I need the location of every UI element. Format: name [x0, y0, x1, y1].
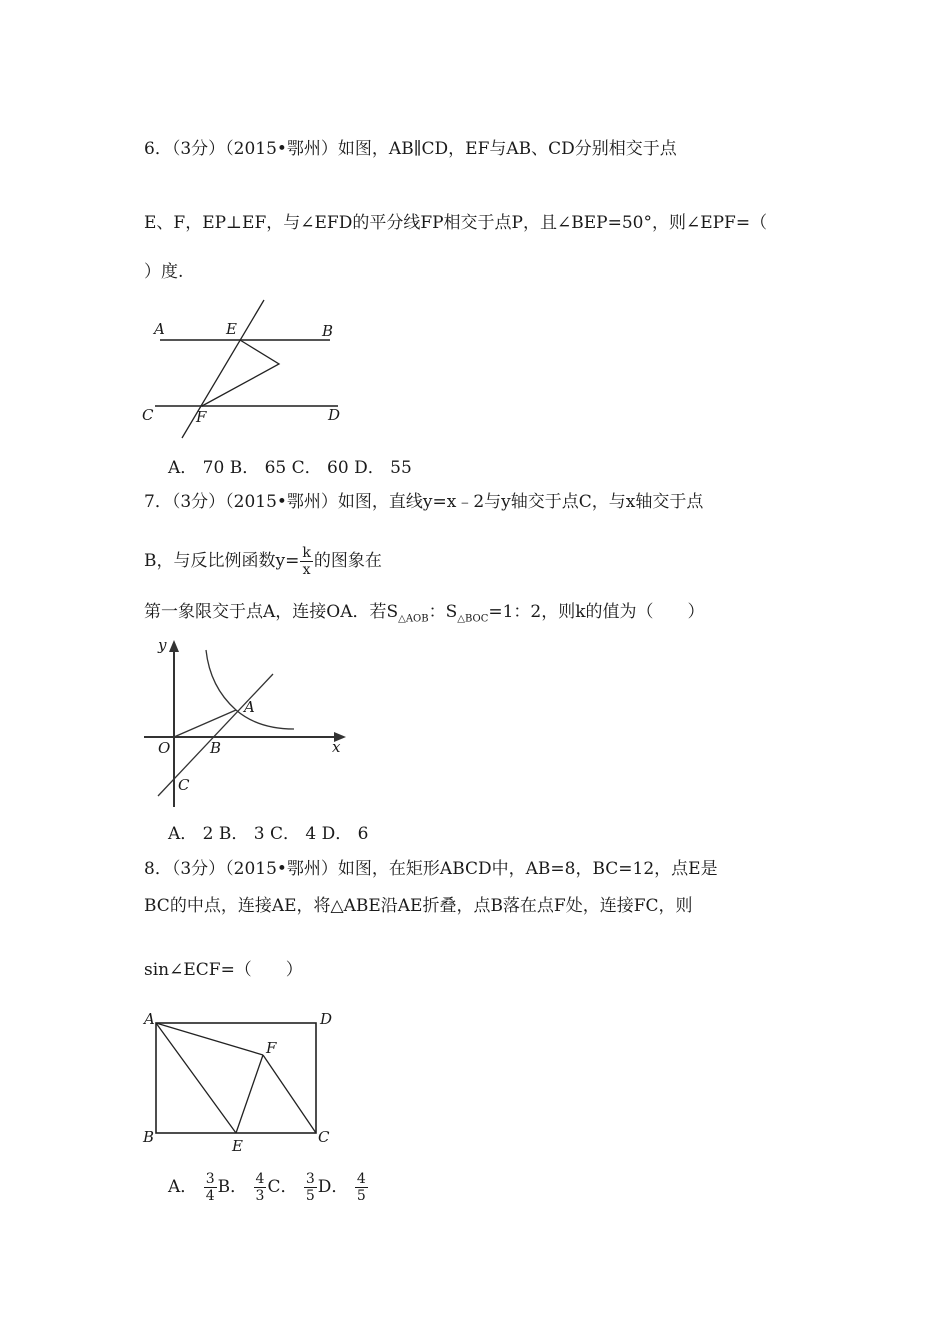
rectangle-abcd [156, 1023, 316, 1133]
q6-options: A． 70 B． 65 C． 60 D． 55 [168, 458, 412, 478]
option-a-label: A． [168, 1177, 198, 1197]
option-a-den: 4 [205, 1188, 215, 1204]
label-e: E [232, 1137, 243, 1155]
option-b-num: 4 [255, 1171, 265, 1187]
q6-figure [140, 296, 355, 446]
q7-line-1: 7．（3分）（2015•鄂州）如图，直线y=x﹣2与y轴交于点C，与x轴交于点 [144, 492, 704, 512]
label-a: A [244, 698, 255, 716]
q7-line-2 [144, 546, 382, 577]
q6-line-1: 6．（3分）（2015•鄂州）如图，AB∥CD，EF与AB、CD分别相交于点 [144, 139, 677, 159]
label-y: y [158, 636, 167, 654]
q8-line-1: 8．（3分）（2015•鄂州）如图，在矩形ABCD中，AB=8，BC=12，点E是 [144, 859, 718, 879]
option-b-label: B． [217, 1177, 248, 1197]
option-c-num: 3 [305, 1171, 315, 1187]
label-c: C [178, 776, 190, 794]
option-a-num: 3 [205, 1171, 215, 1187]
q7-sub-boc: △BOC [457, 613, 489, 625]
y-axis-arrow [169, 640, 179, 652]
q8-line-3: sin∠ECF=（ ） [144, 960, 303, 980]
option-c-label: C． [267, 1177, 298, 1197]
q8-options [168, 1172, 369, 1203]
option-a-fraction [204, 1172, 217, 1203]
q7-figure [140, 632, 355, 812]
fraction-k-over-x [300, 546, 312, 577]
label-a: A [154, 320, 165, 338]
option-d-den: 5 [356, 1188, 366, 1204]
q7-line-3-c: =1：2，则k的值为（ ） [488, 602, 705, 622]
option-b-den: 3 [255, 1188, 265, 1204]
q8-line-2: BC的中点，连接AE，将△ABE沿AE折叠，点B落在点F处，连接FC，则 [144, 896, 693, 916]
label-f: F [266, 1039, 277, 1057]
q7-line-3 [144, 604, 705, 624]
option-b-fraction [254, 1172, 267, 1203]
q8-figure [140, 1006, 350, 1158]
label-d: D [328, 406, 341, 424]
frac-numerator: k [302, 545, 311, 561]
label-c: C [142, 406, 154, 424]
q6-line-2: E、F，EP⊥EF，与∠EFD的平分线FP相交于点P，且∠BEP=50°，则∠EPF=（ [144, 213, 768, 233]
path-e-p-f [202, 340, 279, 406]
label-e: E [226, 320, 237, 338]
q7-line-2-suffix: 的图象在 [313, 551, 382, 571]
option-d-num: 4 [356, 1171, 366, 1187]
q7-line-3-b: ：S [428, 602, 458, 622]
segment-ef [236, 1055, 263, 1133]
frac-denominator: x [302, 562, 311, 578]
label-a: A [144, 1010, 155, 1028]
segment-fc [263, 1055, 316, 1133]
label-b: B [322, 322, 334, 340]
segment-af [156, 1023, 263, 1055]
q7-options: A． 2 B． 3 C． 4 D． 6 [168, 824, 369, 844]
label-c: C [318, 1128, 330, 1146]
label-o: O [158, 739, 171, 757]
segment-ae [156, 1023, 236, 1133]
line-ef [182, 300, 264, 438]
label-f: F [196, 408, 207, 426]
q6-line-3: ）度. [144, 262, 184, 282]
line-y-x-minus-2 [158, 674, 273, 796]
q7-sub-aob: △AOB [398, 613, 429, 625]
label-b: B [210, 739, 222, 757]
label-d: D [320, 1010, 333, 1028]
option-d-fraction [355, 1172, 368, 1203]
label-b: B [143, 1128, 155, 1146]
q7-line-3-a: 第一象限交于点A，连接OA．若S [144, 602, 399, 622]
q7-line-2-prefix: B，与反比例函数y= [144, 551, 300, 571]
option-d-label: D． [317, 1177, 349, 1197]
option-c-fraction [304, 1172, 317, 1203]
label-x: x [332, 738, 341, 756]
option-c-den: 5 [305, 1188, 315, 1204]
